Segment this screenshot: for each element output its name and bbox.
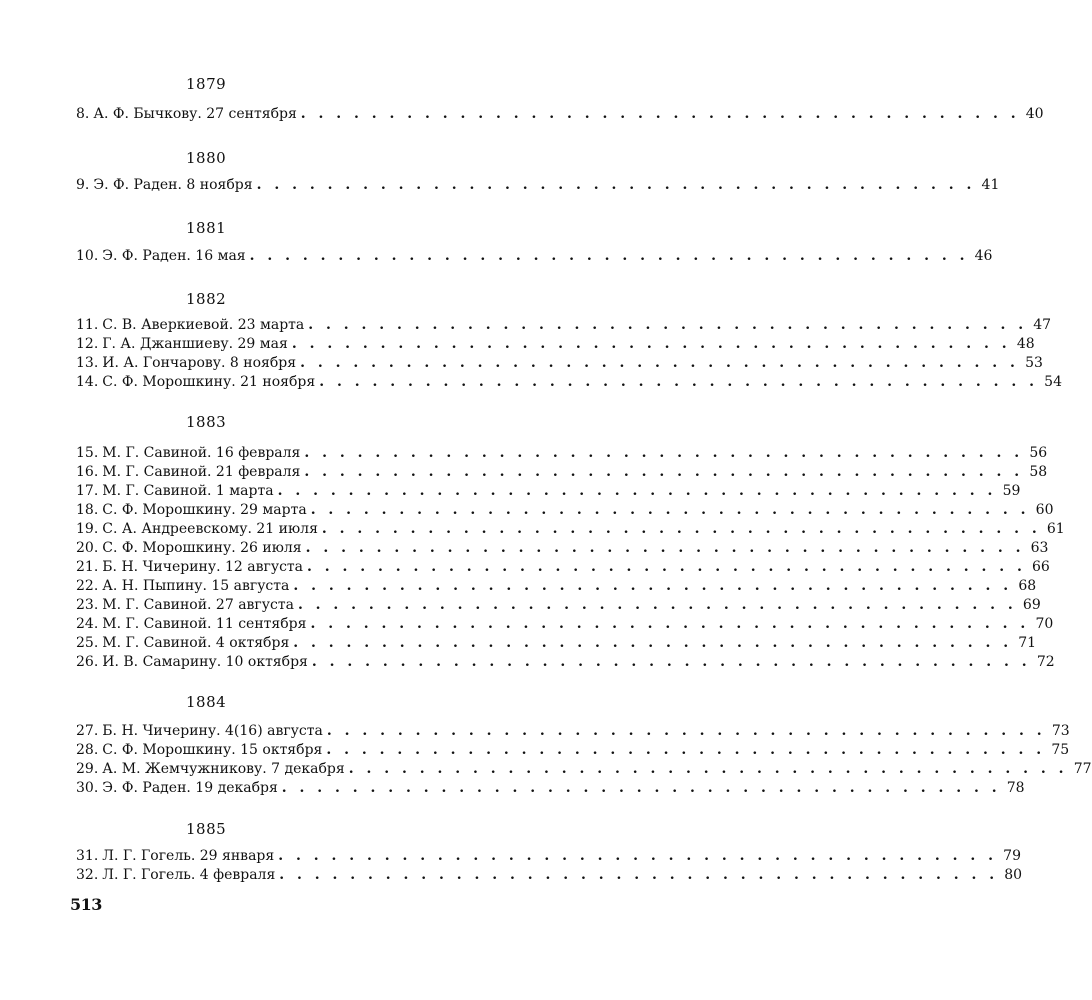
toc-entry[interactable] <box>76 723 1070 742</box>
dot-leader: . . . . . . . . . . . . . . . . . . . . . . . . . . . . . . . . . . . . . . . . . <box>293 635 1013 651</box>
toc-entry[interactable] <box>76 654 1055 673</box>
entry-page: 41 <box>981 177 1000 193</box>
entry-page: 61 <box>1046 521 1065 537</box>
toc-entry[interactable] <box>76 578 1037 597</box>
entry-number: 31. <box>76 848 99 864</box>
toc-entry[interactable] <box>76 742 1070 761</box>
entry-number: 12. <box>76 336 99 352</box>
toc-entry[interactable] <box>76 761 1092 780</box>
dot-leader: . . . . . . . . . . . . . . . . . . . . . . . . . . . . . . . . . . . . . . . . . <box>308 317 1028 333</box>
entry-title: М. Г. Савиной. 27 августа <box>102 597 294 613</box>
year-heading: 1880 <box>186 149 227 167</box>
entry-number: 32. <box>76 867 99 883</box>
entry-number: 30. <box>76 780 99 796</box>
dot-leader: . . . . . . . . . . . . . . . . . . . . . . . . . . . . . . . . . . . . . . . . . <box>256 177 976 193</box>
entry-title: М. Г. Савиной. 11 сентября <box>102 616 307 632</box>
toc-entry[interactable] <box>76 483 1021 502</box>
toc-entry[interactable] <box>76 336 1035 355</box>
entry-page: 73 <box>1051 723 1070 739</box>
entry-number: 9. <box>76 177 90 193</box>
dot-leader: . . . . . . . . . . . . . . . . . . . . . . . . . . . . . . . . . . . . . . . . . <box>304 464 1024 480</box>
entry-number: 29. <box>76 761 99 777</box>
entry-title: М. Г. Савиной. 1 марта <box>102 483 274 499</box>
dot-leader: . . . . . . . . . . . . . . . . . . . . . . . . . . . . . . . . . . . . . . . . . <box>326 742 1046 758</box>
entry-title: Э. Ф. Раден. 8 ноября <box>93 177 253 193</box>
dot-leader: . . . . . . . . . . . . . . . . . . . . . . . . . . . . . . . . . . . . . . . . . <box>278 848 997 864</box>
entry-number: 24. <box>76 616 99 632</box>
entry-title: Г. А. Джаншиеву. 29 мая <box>102 336 288 352</box>
entry-page: 68 <box>1018 578 1037 594</box>
entry-page: 54 <box>1044 374 1062 390</box>
dot-leader: . . . . . . . . . . . . . . . . . . . . . . . . . . . . . . . . . . . . . . . . . <box>321 521 1041 537</box>
year-heading: 1882 <box>186 290 227 308</box>
entry-page: 72 <box>1036 654 1055 670</box>
year-heading: 1879 <box>186 75 227 93</box>
entry-title: С. Ф. Морошкину. 29 марта <box>102 502 307 518</box>
dot-leader: . . . . . . . . . . . . . . . . . . . . . . . . . . . . . . . . . . . . . . . . . <box>304 445 1024 461</box>
dot-leader: . . . . . . . . . . . . . . . . . . . . . . . . . . . . . . . . . . . . . . . . . <box>300 355 1019 371</box>
entry-page: 47 <box>1033 317 1052 333</box>
entry-page: 80 <box>1004 867 1023 883</box>
dot-leader: . . . . . . . . . . . . . . . . . . . . . . . . . . . . . . . . . . . . . . . . . <box>326 723 1046 739</box>
entry-title: М. Г. Савиной. 16 февраля <box>102 445 301 461</box>
year-heading: 1885 <box>186 820 227 838</box>
entry-title: А. М. Жемчужникову. 7 декабря <box>102 761 345 777</box>
entry-title: Л. Г. Гогель. 4 февраля <box>102 867 276 883</box>
entry-page: 63 <box>1030 540 1049 556</box>
page-folio: 513 <box>70 895 102 914</box>
dot-leader: . . . . . . . . . . . . . . . . . . . . . . . . . . . . . . . . . . . . . . . . . <box>249 248 969 264</box>
toc-entry[interactable] <box>76 374 1062 393</box>
toc-entry[interactable] <box>76 248 993 267</box>
entry-title: С. Ф. Морошкину. 21 ноября <box>102 374 316 390</box>
entry-number: 18. <box>76 502 99 518</box>
entry-page: 78 <box>1006 780 1025 796</box>
entry-number: 11. <box>76 317 99 333</box>
toc-entry[interactable] <box>76 355 1043 374</box>
toc-entry[interactable] <box>76 597 1041 616</box>
entry-title: М. Г. Савиной. 4 октября <box>102 635 290 651</box>
entry-page: 40 <box>1025 106 1044 122</box>
dot-leader: . . . . . . . . . . . . . . . . . . . . . . . . . . . . . . . . . . . . . . . . . <box>307 559 1026 575</box>
toc-entry[interactable] <box>76 177 1000 196</box>
entry-page: 66 <box>1032 559 1050 575</box>
dot-leader: . . . . . . . . . . . . . . . . . . . . . . . . . . . . . . . . . . . . . . . . . <box>300 106 1020 122</box>
toc-entry[interactable] <box>76 521 1065 540</box>
entry-title: С. В. Аверкиевой. 23 марта <box>102 317 305 333</box>
entry-number: 8. <box>76 106 90 122</box>
entry-title: А. Ф. Бычкову. 27 сентября <box>93 106 297 122</box>
entry-number: 27. <box>76 723 99 739</box>
entry-page: 48 <box>1016 336 1035 352</box>
entry-title: М. Г. Савиной. 21 февраля <box>102 464 301 480</box>
entry-title: С. Ф. Морошкину. 26 июля <box>102 540 302 556</box>
dot-leader: . . . . . . . . . . . . . . . . . . . . . . . . . . . . . . . . . . . . . . . . . <box>319 374 1038 390</box>
entry-number: 22. <box>76 578 99 594</box>
entry-page: 70 <box>1035 616 1054 632</box>
entry-number: 16. <box>76 464 99 480</box>
dot-leader: . . . . . . . . . . . . . . . . . . . . . . . . . . . . . . . . . . . . . . . . . <box>297 597 1017 613</box>
entry-number: 26. <box>76 654 99 670</box>
entry-number: 20. <box>76 540 99 556</box>
toc-entry[interactable] <box>76 635 1037 654</box>
entry-page: 46 <box>974 248 993 264</box>
entry-title: С. А. Андреевскому. 21 июля <box>102 521 318 537</box>
entry-title: Л. Г. Гогель. 29 января <box>102 848 275 864</box>
entry-number: 10. <box>76 248 99 264</box>
entry-title: Б. Н. Чичерину. 12 августа <box>102 559 304 575</box>
entry-number: 28. <box>76 742 99 758</box>
entry-page: 59 <box>1002 483 1021 499</box>
toc-entry[interactable] <box>76 445 1048 464</box>
entry-title: Э. Ф. Раден. 19 декабря <box>102 780 278 796</box>
dot-leader: . . . . . . . . . . . . . . . . . . . . . . . . . . . . . . . . . . . . . . . . . <box>279 867 999 883</box>
entry-page: 69 <box>1022 597 1041 613</box>
dot-leader: . . . . . . . . . . . . . . . . . . . . . . . . . . . . . . . . . . . . . . . . . <box>293 578 1013 594</box>
toc-entry[interactable] <box>76 848 1021 867</box>
year-heading: 1881 <box>186 219 227 237</box>
toc-entry[interactable] <box>76 502 1054 521</box>
dot-leader: . . . . . . . . . . . . . . . . . . . . . . . . . . . . . . . . . . . . . . . . . <box>348 761 1068 777</box>
entry-title: Б. Н. Чичерину. 4(16) августа <box>102 723 323 739</box>
dot-leader: . . . . . . . . . . . . . . . . . . . . . . . . . . . . . . . . . . . . . . . . . <box>305 540 1025 556</box>
entry-page: 79 <box>1003 848 1021 864</box>
entry-title: А. Н. Пыпину. 15 августа <box>102 578 290 594</box>
entry-number: 17. <box>76 483 99 499</box>
entry-page: 75 <box>1051 742 1070 758</box>
toc-entry[interactable] <box>76 780 1025 799</box>
entry-number: 19. <box>76 521 99 537</box>
entry-title: С. Ф. Морошкину. 15 октября <box>102 742 323 758</box>
entry-page: 58 <box>1029 464 1048 480</box>
toc-entry[interactable] <box>76 464 1048 483</box>
dot-leader: . . . . . . . . . . . . . . . . . . . . . . . . . . . . . . . . . . . . . . . . . <box>277 483 997 499</box>
entry-page: 77 <box>1073 761 1092 777</box>
entry-number: 14. <box>76 374 99 390</box>
entry-page: 60 <box>1035 502 1054 518</box>
dot-leader: . . . . . . . . . . . . . . . . . . . . . . . . . . . . . . . . . . . . . . . . . <box>310 502 1030 518</box>
entry-title: И. А. Гончарову. 8 ноября <box>102 355 297 371</box>
entry-number: 23. <box>76 597 99 613</box>
entry-title: И. В. Самарину. 10 октября <box>102 654 308 670</box>
toc-entry[interactable] <box>76 540 1049 559</box>
entry-number: 21. <box>76 559 99 575</box>
dot-leader: . . . . . . . . . . . . . . . . . . . . . . . . . . . . . . . . . . . . . . . . . <box>281 780 1001 796</box>
dot-leader: . . . . . . . . . . . . . . . . . . . . . . . . . . . . . . . . . . . . . . . . . <box>291 336 1011 352</box>
year-heading: 1883 <box>186 413 227 431</box>
entry-number: 15. <box>76 445 99 461</box>
toc-entry[interactable] <box>76 106 1044 125</box>
toc-entry[interactable] <box>76 616 1054 635</box>
year-heading: 1884 <box>186 693 227 711</box>
entry-page: 71 <box>1018 635 1037 651</box>
entry-page: 56 <box>1029 445 1048 461</box>
toc-entry[interactable] <box>76 559 1050 578</box>
dot-leader: . . . . . . . . . . . . . . . . . . . . . . . . . . . . . . . . . . . . . . . . . <box>310 616 1030 632</box>
entry-page: 53 <box>1025 355 1043 371</box>
entry-number: 13. <box>76 355 99 371</box>
entry-number: 25. <box>76 635 99 651</box>
toc-entry[interactable] <box>76 867 1023 886</box>
dot-leader: . . . . . . . . . . . . . . . . . . . . . . . . . . . . . . . . . . . . . . . . . <box>311 654 1031 670</box>
toc-entry[interactable] <box>76 317 1052 336</box>
entry-title: Э. Ф. Раден. 16 мая <box>102 248 246 264</box>
